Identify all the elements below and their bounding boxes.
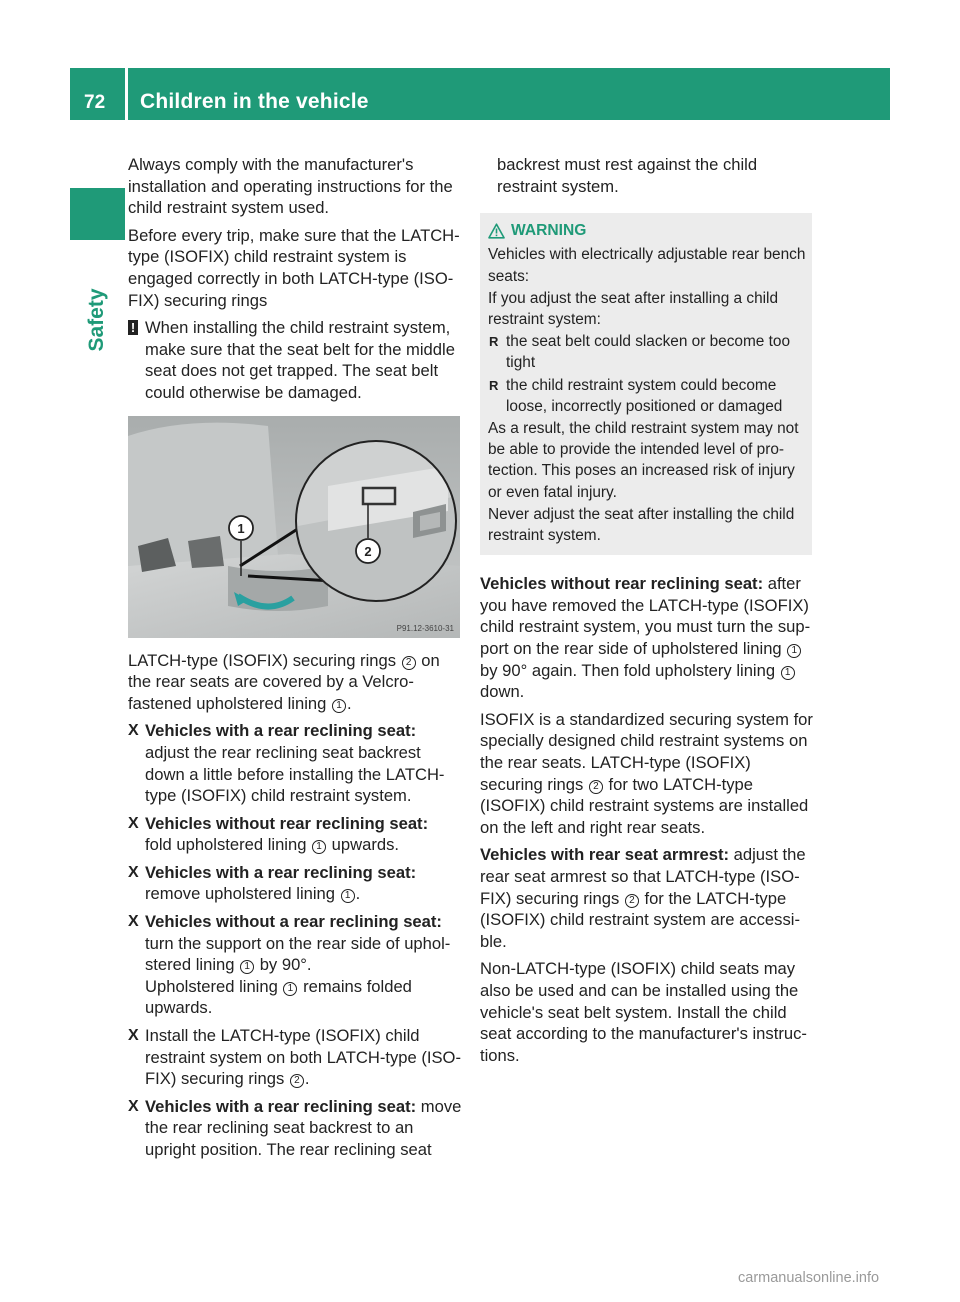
- warning-text: Never adjust the seat after installing the child restraint system.: [488, 505, 795, 545]
- rear-seat-illustration: [128, 416, 460, 638]
- paragraph-text: after you have removed the LATCH-type (ISOFIX) child restraint system, you must turn the sup-port on the rear side of upholstered lining: [480, 574, 811, 659]
- warning-bullet: [488, 331, 806, 373]
- paragraph-text: for the LATCH-type (ISOFIX) child restraint system are accessi-ble.: [480, 888, 800, 951]
- num-1-icon: 1: [781, 666, 795, 680]
- step-arrow-icon: X: [128, 863, 139, 881]
- pre-trip-paragraph: Before every trip, make sure that the LATCH-type (ISOFIX) child restraint system is engaged correctly in both LATCH-type (ISO-FIX) securing rings: [128, 225, 460, 310]
- step-text: .: [355, 884, 361, 904]
- figure-code: P91.12-3610-31: [396, 623, 454, 633]
- step-text: remove upholstered lining: [145, 884, 340, 904]
- section-title: Children in the vehicle: [128, 68, 890, 120]
- page-header: [70, 68, 890, 120]
- step-title: Vehicles with a rear reclining seat:: [145, 721, 417, 741]
- non-latch-paragraph: Non-LATCH-type (ISOFIX) child seats may also be used and can be installed using the vehicle's seat belt system. Install the child seat according to the manufacturer's instruc-tions.: [480, 959, 807, 1065]
- step-item: [128, 813, 462, 856]
- num-1-icon: 1: [240, 960, 254, 974]
- warning-box: [480, 213, 812, 555]
- exclamation-icon: !: [128, 320, 138, 335]
- step-arrow-icon: X: [128, 1097, 139, 1115]
- figure-caption: [128, 650, 462, 715]
- step-arrow-icon: X: [128, 722, 139, 740]
- paragraph-text: ISOFIX is a standardized securing system for specially designed child restraint systems on the rear seats. LATCH-type (ISOFIX) securing rings: [480, 709, 813, 794]
- caution-note-text: When installing the child restraint system, make sure that the seat belt for the middle seat does not get trapped. The seat belt could otherwise be damaged.: [145, 318, 455, 402]
- step-text: move the rear reclining seat backrest to an upright position. The rear reclining seat: [145, 1096, 462, 1159]
- latch-figure: [128, 416, 460, 638]
- side-chapter-label: Safety: [85, 288, 108, 352]
- no-recliner-paragraph: [480, 573, 814, 703]
- step-text: fold upholstered lining: [145, 835, 312, 855]
- step-text: upwards.: [327, 835, 400, 855]
- warning-bullet-text: the child restraint system could become loose, incorrectly positioned or damaged: [506, 376, 783, 415]
- paragraph-lead: Vehicles without rear reclining seat:: [480, 574, 764, 594]
- warning-bullet: [488, 375, 806, 417]
- watermark: carmanualsonline.info: [738, 1270, 880, 1286]
- warning-triangle-icon: [488, 223, 505, 239]
- paragraph-lead: Vehicles with rear seat armrest:: [480, 845, 730, 865]
- warning-bullet-text: the seat belt could slacken or become too tight: [506, 333, 791, 372]
- caption-text-a: LATCH-type (ISOFIX) securing rings: [128, 650, 401, 670]
- step-title: Vehicles without rear reclining seat:: [145, 813, 429, 833]
- warning-text: Vehicles with electrically adjustable rear bench seats:: [488, 246, 806, 285]
- continued-step-text: backrest must rest against the child restraint system.: [497, 155, 758, 196]
- warning-text: As a result, the child restraint system may not be able to provide the intended level of pro-tection. This poses an increased risk of injury or even fatal injury.: [488, 420, 799, 501]
- step-item: [128, 720, 462, 806]
- num-1-icon: 1: [787, 644, 801, 658]
- step-text: remains folded upwards.: [145, 976, 412, 1018]
- side-tab-marker: [70, 188, 125, 240]
- step-text: Upholstered lining: [145, 976, 283, 996]
- warning-title: WARNING: [511, 222, 587, 240]
- armrest-paragraph: [480, 844, 814, 952]
- step-text: Install the LATCH-type (ISOFIX) child restraint system on both LATCH-type (ISO-FIX) securing rings: [145, 1026, 461, 1089]
- num-1-icon: 1: [312, 840, 326, 854]
- left-column: [128, 154, 462, 1167]
- paragraph-text: adjust the rear seat armrest so that LATCH-type (ISO-FIX) securing rings: [480, 845, 806, 908]
- step-arrow-icon: X: [128, 1027, 139, 1045]
- step-text: .: [304, 1069, 310, 1089]
- step-arrow-icon: X: [128, 814, 139, 832]
- step-text: adjust the rear reclining seat backrest down a little before installing the LATCH-type (ISOFIX) child restraint system.: [145, 742, 445, 806]
- callout-2-label: 2: [364, 543, 372, 559]
- num-1-icon: 1: [341, 889, 355, 903]
- paragraph-text: down.: [480, 682, 525, 702]
- caution-note: [128, 317, 462, 403]
- right-column: [480, 154, 814, 1072]
- num-1-icon: 1: [283, 982, 297, 996]
- isofix-paragraph: [480, 709, 814, 839]
- step-title: Vehicles with a rear reclining seat:: [145, 1096, 417, 1116]
- page-number: 72: [70, 68, 125, 120]
- caption-text-c: .: [346, 693, 352, 713]
- step-arrow-icon: X: [128, 913, 139, 931]
- num-2-icon: 2: [625, 894, 639, 908]
- step-item: [128, 911, 462, 1019]
- paragraph-text: by 90° again. Then fold upholstery lining: [480, 660, 780, 680]
- num-1-icon: 1: [332, 699, 346, 713]
- callout-1-label: 1: [237, 520, 245, 536]
- step-item: [128, 1096, 462, 1161]
- step-item: [128, 1025, 462, 1090]
- bullet-icon: R: [489, 377, 499, 393]
- num-2-icon: 2: [402, 656, 416, 670]
- step-item: [128, 862, 462, 905]
- warning-header: [488, 220, 806, 241]
- bullet-icon: R: [489, 334, 499, 350]
- num-2-icon: 2: [290, 1074, 304, 1088]
- step-title: Vehicles without a rear reclining seat:: [145, 912, 442, 932]
- intro-paragraph: Always comply with the manufacturer's installation and operating instructions for the child restraint system used.: [128, 155, 453, 218]
- caption-text-b: on the rear seats are covered by a Velcro-fastened upholstered lining: [128, 650, 440, 713]
- num-2-icon: 2: [589, 780, 603, 794]
- step-title: Vehicles with a rear reclining seat:: [145, 862, 417, 882]
- paragraph-text: for two LATCH-type (ISOFIX) child restraint systems are installed on the left and right rear seats.: [480, 774, 809, 837]
- step-text: turn the support on the rear side of uphol-stered lining: [145, 933, 451, 975]
- step-text: by 90°.: [255, 955, 312, 975]
- warning-text: If you adjust the seat after installing a child restraint system:: [488, 289, 779, 328]
